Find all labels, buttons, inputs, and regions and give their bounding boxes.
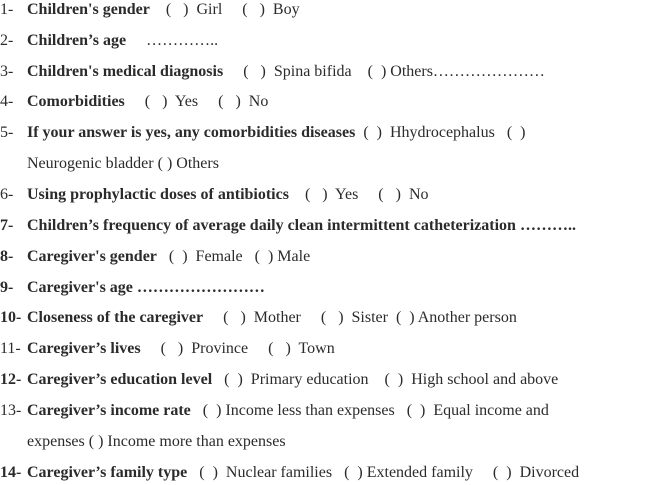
question-options: ( ) Primary education ( ) High school and above: [212, 371, 559, 388]
question-label: Using prophylactic doses of antibiotics: [27, 186, 289, 203]
question-5-continuation: Neurogenic bladder ( ) Others: [27, 155, 219, 172]
question-4: [0, 92, 268, 112]
question-options: ( ) Province ( ) Town: [140, 340, 335, 357]
question-8: [0, 247, 310, 267]
question-number: 8-: [0, 248, 14, 265]
question-number: 2-: [0, 32, 14, 49]
question-13-continuation: expenses ( ) Income more than expenses: [27, 433, 286, 450]
question-options: ( ) Mother ( ) Sister ( ) Another person: [203, 309, 517, 326]
question-label: Children's medical diagnosis: [27, 63, 224, 80]
question-options: …………..: [126, 32, 219, 49]
question-11: [0, 339, 335, 359]
question-number: 3-: [0, 63, 14, 80]
question-number: 6-: [0, 186, 14, 203]
question-label: Comorbidities: [27, 93, 125, 110]
question-label: Closeness of the caregiver: [27, 309, 204, 326]
question-10: [0, 308, 517, 328]
question-label: If your answer is yes, any comorbidities diseases: [27, 124, 356, 141]
question-13: [0, 401, 549, 421]
question-options: ( ) Girl ( ) Boy: [149, 1, 300, 18]
question-options: ( ) Income less than expenses ( ) Equal income and: [190, 402, 549, 419]
question-number: 1-: [0, 1, 14, 18]
question-label: Caregiver's gender: [27, 248, 157, 265]
question-options: ( ) Female ( ) Male: [156, 248, 311, 265]
question-label: Caregiver’s family type: [27, 464, 188, 481]
question-options: ( ) Spina bifida ( ) Others…………………: [223, 63, 545, 80]
question-number: 10-: [0, 309, 22, 326]
question-3: [0, 62, 545, 82]
question-label: Caregiver’s income rate: [27, 402, 191, 419]
question-12: [0, 370, 558, 390]
question-number: 7-: [0, 217, 14, 234]
question-label: Children’s frequency of average daily clean intermittent catheterization ………..: [27, 217, 576, 234]
question-number: 4-: [0, 93, 14, 110]
question-number: 12-: [0, 371, 22, 388]
question-number: 14-: [0, 464, 22, 481]
question-9: [0, 278, 265, 298]
question-number: 5-: [0, 124, 14, 141]
question-options: ( ) Hhydrocephalus ( ): [355, 124, 526, 141]
question-7: [0, 216, 576, 236]
question-6: [0, 185, 429, 205]
question-label: Children’s age: [27, 32, 127, 49]
question-label: Caregiver’s education level: [27, 371, 213, 388]
question-2: [0, 31, 218, 51]
question-number: 13-: [0, 402, 22, 419]
question-5: [0, 123, 525, 143]
question-number: 11-: [0, 340, 21, 357]
question-label: Children's gender: [27, 1, 150, 18]
question-label: Caregiver’s lives: [27, 340, 141, 357]
question-options: ( ) Yes ( ) No: [124, 93, 269, 110]
question-label: Caregiver's age ……………………: [27, 279, 265, 296]
question-options: ( ) Nuclear families ( ) Extended family ( ) Divorced: [187, 464, 580, 481]
question-1: [0, 0, 300, 20]
question-number: 9-: [0, 279, 14, 296]
question-14: [0, 463, 579, 483]
question-options: ( ) Yes ( ) No: [288, 186, 429, 203]
